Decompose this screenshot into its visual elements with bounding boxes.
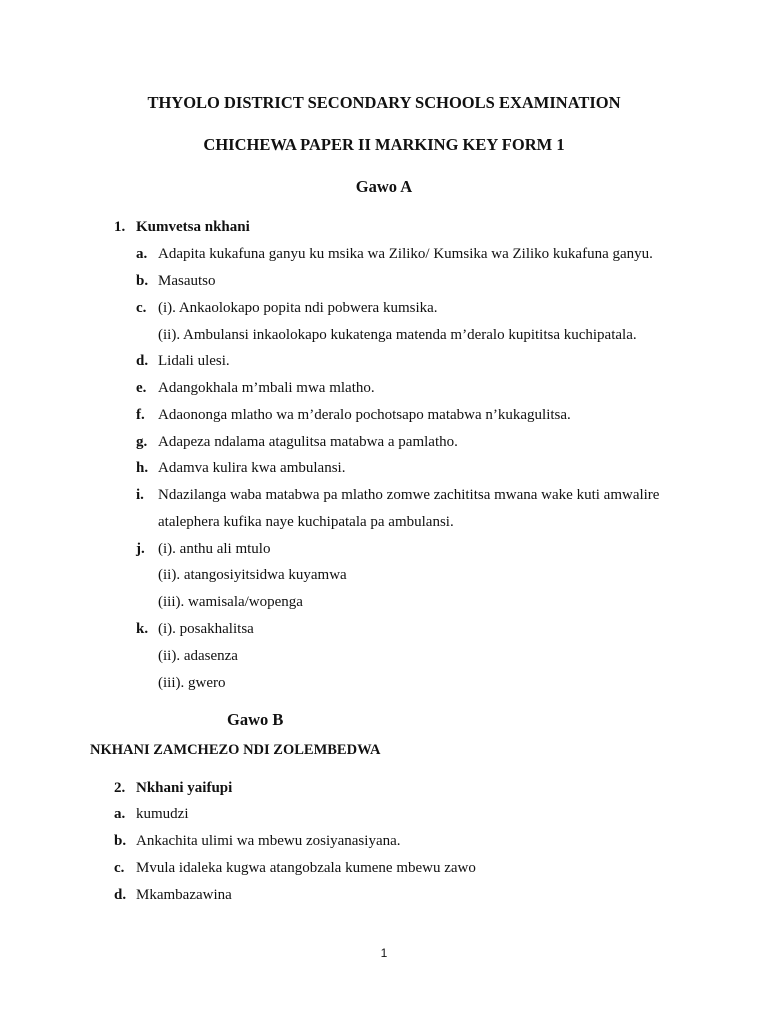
answer-text: Adaononga mlatho wa m’deralo pochotsapo matabwa n’kukagulitsa. bbox=[158, 407, 571, 423]
item-label: a. bbox=[136, 246, 148, 262]
item-label: b. bbox=[136, 273, 149, 289]
item-label: j. bbox=[136, 541, 145, 557]
question-title: Kumvetsa nkhani bbox=[136, 219, 250, 235]
answer-text: (iii). gwero bbox=[158, 675, 226, 691]
answer-text: (ii). adasenza bbox=[158, 648, 238, 664]
item-label: h. bbox=[136, 460, 149, 476]
answer-text: kumudzi bbox=[136, 806, 189, 822]
question-number: 1. bbox=[114, 219, 126, 235]
answer-text: Lidali ulesi. bbox=[158, 353, 230, 369]
document-subtitle: CHICHEWA PAPER II MARKING KEY FORM 1 bbox=[203, 135, 565, 154]
page-number: 1 bbox=[380, 946, 388, 960]
item-label: f. bbox=[136, 407, 145, 423]
item-label: g. bbox=[136, 434, 148, 450]
section-b-subheading: NKHANI ZAMCHEZO NDI ZOLEMBEDWA bbox=[90, 742, 381, 758]
item-label: d. bbox=[136, 353, 149, 369]
answer-text: (i). posakhalitsa bbox=[158, 621, 254, 637]
answer-text: Adangokhala m’mbali mwa mlatho. bbox=[158, 380, 375, 396]
answer-text: (i). Ankaolokapo popita ndi pobwera kumsika. bbox=[158, 300, 438, 316]
item-label: c. bbox=[136, 300, 147, 316]
answer-text: Adamva kulira kwa ambulansi. bbox=[158, 460, 346, 476]
answer-text: Masautso bbox=[158, 273, 216, 289]
answer-text: Adapeza ndalama atagulitsa matabwa a pamlatho. bbox=[158, 434, 458, 450]
answer-text: (i). anthu ali mtulo bbox=[158, 541, 271, 557]
answer-text: Ndazilanga waba matabwa pa mlatho zomwe zachititsa mwana wake kuti amwalire bbox=[158, 487, 660, 503]
section-a-heading: Gawo A bbox=[355, 177, 413, 196]
item-label: c. bbox=[114, 860, 125, 876]
question-number: 2. bbox=[114, 780, 126, 796]
answer-text: Mvula idaleka kugwa atangobzala kumene mbewu zawo bbox=[136, 860, 476, 876]
question-title: Nkhani yaifupi bbox=[136, 780, 233, 796]
answer-text: Mkambazawina bbox=[136, 887, 232, 903]
answer-text: Adapita kukafuna ganyu ku msika wa Ziliko/ Kumsika wa Ziliko kukafuna ganyu. bbox=[158, 246, 653, 262]
section-b-heading: Gawo B bbox=[227, 710, 284, 729]
item-label: a. bbox=[114, 806, 126, 822]
answer-text: Ankachita ulimi wa mbewu zosiyanasiyana. bbox=[136, 833, 401, 849]
answer-text: (iii). wamisala/wopenga bbox=[158, 594, 303, 610]
item-label: b. bbox=[114, 833, 127, 849]
item-label: i. bbox=[136, 487, 144, 503]
answer-text: (ii). atangosiyitsidwa kuyamwa bbox=[158, 567, 347, 583]
answer-text: atalephera kufika naye kuchipatala pa ambulansi. bbox=[158, 514, 454, 530]
item-label: e. bbox=[136, 380, 147, 396]
item-label: d. bbox=[114, 887, 127, 903]
item-label: k. bbox=[136, 621, 149, 637]
document-title: THYOLO DISTRICT SECONDARY SCHOOLS EXAMINATION bbox=[147, 93, 621, 112]
answer-text: (ii). Ambulansi inkaolokapo kukatenga matenda m’deralo kupititsa kuchipatala. bbox=[158, 327, 637, 343]
